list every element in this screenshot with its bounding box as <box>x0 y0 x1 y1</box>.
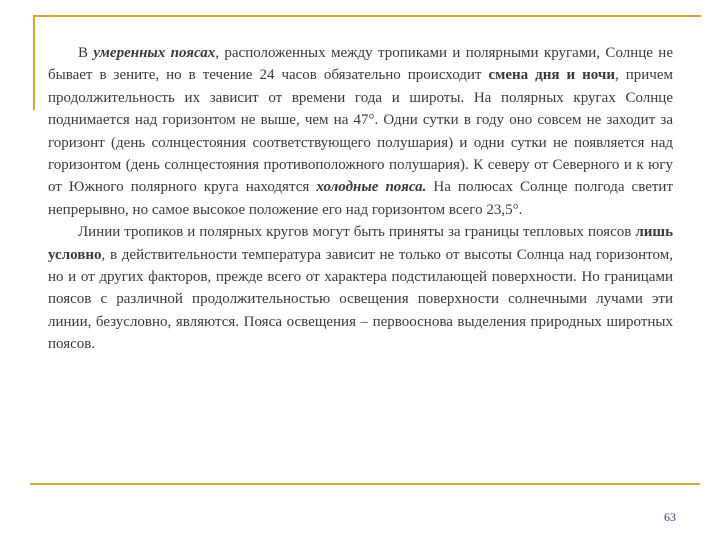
term-only-conditionally: лишь условно <box>48 224 673 263</box>
term-cold-belts: холодные пояса. <box>316 179 427 196</box>
top-rule <box>33 15 701 17</box>
bottom-rule <box>30 483 700 485</box>
paragraph-belt-boundaries <box>48 221 673 355</box>
text-segment: , расположенных между тропиками и полярными кругами, Солнце не бывает в зените, но в течение 24 часов обязательно происходит <box>48 45 673 84</box>
page-number: 63 <box>664 510 676 524</box>
paragraph-climate-belts <box>48 42 673 221</box>
term-temperate-belts: умеренных поясах <box>93 45 216 61</box>
text-segment: В <box>78 45 94 61</box>
text-segment: На полюсах Солнце полгода светит непрерывно, но самое высокое положение его над горизонтом всего 23,5°. <box>48 179 673 218</box>
left-rule <box>33 15 35 110</box>
term-day-night-change: смена дня и ночи <box>488 67 615 84</box>
text-segment: , в действительности температура зависит не только от высоты Солнца над горизонтом, но и от других факторов, прежде всего от характера подстилающей поверхности. Но границами поясов с различной продолжительностью освещения поверхности солнечными лучами эти линии, безусловно, являются. Пояса освещения – первооснова выделения природных широтных поясов. <box>48 246 673 353</box>
text-segment: , причем продолжительность их зависит от времени года и широты. На полярных кругах Солнце поднимается над горизонтом не выше, чем на 47°. Одни сутки в году оно совсем не заходит за горизонт (день солнцестояния соответствующего полушария) и одни сутки не появляется над горизонтом (день солнцестояния противоположного полушария). К северу от Северного и к югу от Южного полярного круга находятся <box>48 67 673 196</box>
text-segment: Линии тропиков и полярных кругов могут быть приняты за границы тепловых поясов <box>78 224 636 241</box>
slide-body <box>48 42 673 356</box>
